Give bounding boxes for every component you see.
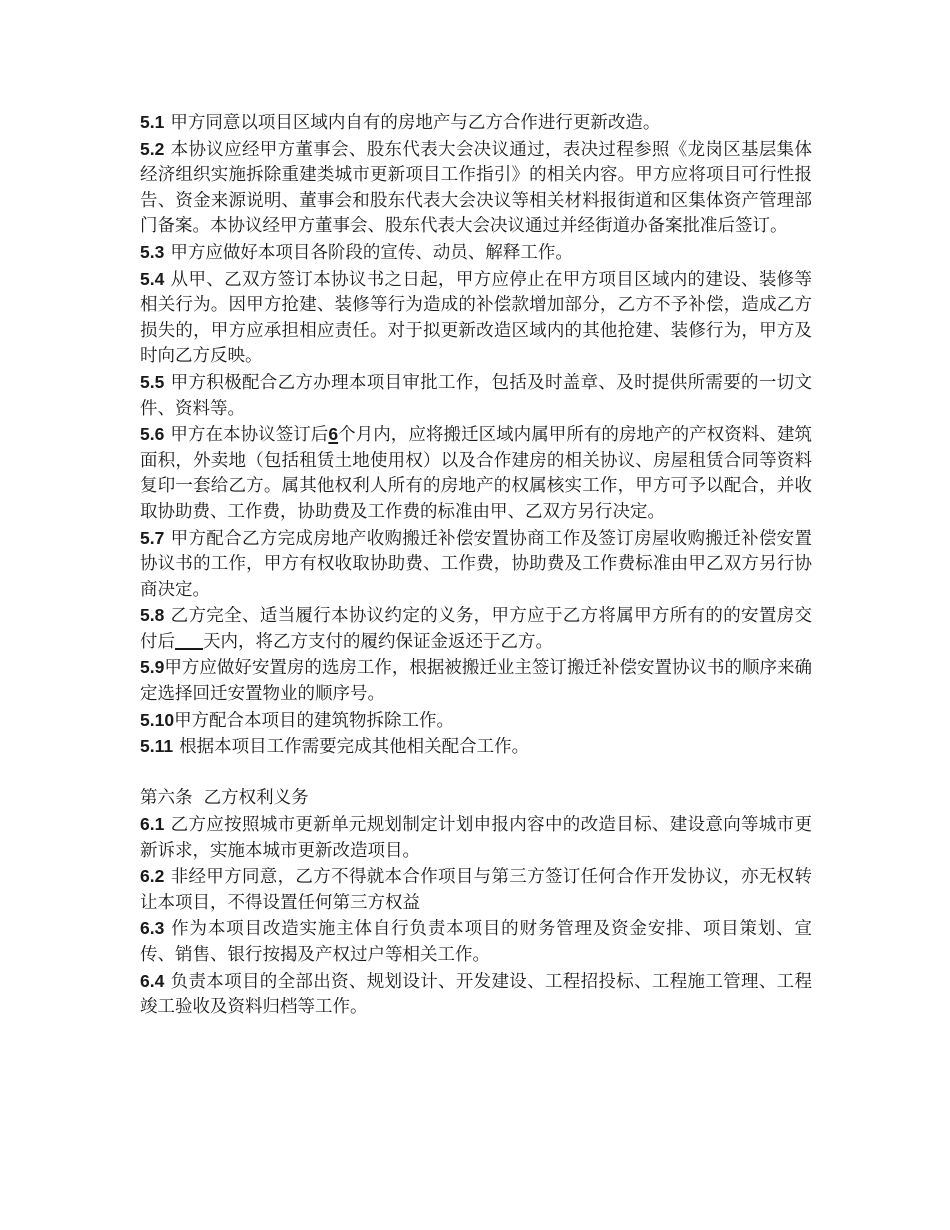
empty-blank-days	[175, 630, 203, 650]
clause-5-2	[140, 137, 812, 240]
clause-number: 5.6	[140, 424, 165, 445]
clause-number: 5.1	[140, 112, 165, 132]
clause-5-6	[140, 422, 812, 525]
clause-text: 本协议应经甲方董事会、股东代表大会决议通过，表决过程参照《龙岗区基层集体经济组织实施拆除重建类城市更新项目工作指引》的相关内容。甲方应将项目可行性报告、资金来源说明、董事会和股东代表大会决议等相关材料报街道和区集体资产管理部门备案。本协议经甲方董事会、股东代表大会决议通过并经街道办备案批准后签订。	[140, 139, 812, 237]
clause-number: 5.10	[140, 709, 175, 730]
clause-5-5	[140, 370, 812, 422]
clause-number: 5.9	[140, 657, 165, 678]
clause-text: 根据本项目工作需要完成其他相关配合工作。	[179, 737, 530, 758]
clause-text: 甲方配合本项目的建筑物拆除工作。	[174, 710, 455, 731]
clause-text: 负责本项目的全部出资、规划设计、开发建设、工程招投标、工程施工管理、工程竣工验收及资料归档等工作。	[140, 971, 812, 1018]
clause-text: 从甲、乙双方签订本协议书之日起，甲方应停止在甲方项目区域内的建设、装修等相关行为。因甲方抢建、装修等行为造成的补偿款增加部分，乙方不予补偿，造成乙方损失的，甲方应承担相应责任。对于拟更新改造区域内的其他抢建、装修行为，甲方及时向乙方反映。	[140, 269, 812, 367]
clause-text: 甲方配合乙方完成房地产收购搬迁补偿安置协商工作及签订房屋收购搬迁补偿安置协议书的工作，甲方有权收取协助费、工作费，协助费及工作费标准由甲乙双方另行协商决定。	[140, 528, 812, 600]
clause-5-7	[140, 526, 812, 604]
clause-6-4	[140, 969, 812, 1021]
clause-text: 甲方积极配合乙方办理本项目审批工作，包括及时盖章、及时提供所需要的一切文件、资料等。	[140, 372, 812, 419]
clause-text-before: 乙方完全、适当履行本协议约定的义务，甲方应于乙方将属甲方所有的的安置房交付后	[140, 606, 812, 652]
document-page	[140, 110, 812, 1021]
clause-6-3	[140, 916, 812, 968]
section-heading: 第六条 乙方权利义务	[140, 788, 309, 809]
clause-5-11	[140, 734, 812, 761]
clause-5-3	[140, 240, 812, 267]
clause-text-after: 个月内，应将搬迁区域内属甲所有的房地产的产权资料、建筑面积，外卖地（包括租赁土地使用权）以及合作建房的相关协议、房屋租赁合同等资料复印一套给乙方。属其他权利人所有的房地产的权属核实工作，甲方可予以配合，并收取协助费、工作费，协助费及工作费的标准由甲、乙双方另行决定。	[140, 425, 813, 522]
clause-text-after: 天内，将乙方支付的履约保证金返还于乙方。	[203, 631, 553, 652]
clause-number: 5.4	[140, 268, 165, 289]
clause-5-8	[140, 603, 812, 655]
clause-5-1	[140, 110, 812, 137]
clause-number: 5.8	[140, 605, 165, 626]
clause-number: 5.5	[140, 371, 165, 392]
clause-number: 6.2	[140, 866, 165, 887]
clause-text: 甲方应做好本项目各阶段的宣传、动员、解释工作。	[170, 242, 573, 263]
clause-text: 乙方应按照城市更新单元规划制定计划申报内容中的改造目标、建设意向等城市更新诉求，实施本城市更新改造项目。	[140, 815, 812, 861]
clause-number: 6.4	[140, 970, 165, 991]
clause-number: 6.1	[140, 814, 165, 835]
clause-number: 5.3	[140, 241, 165, 262]
clause-text: 甲方应做好安置房的选房工作，根据被搬迁业主签订搬迁补偿安置协议书的顺序来确定选择回迁安置物业的顺序号。	[140, 658, 812, 705]
clause-text: 甲方同意以项目区域内自有的房地产与乙方合作进行更新改造。	[170, 113, 661, 133]
clause-number: 5.7	[140, 527, 165, 548]
clause-6-2	[140, 864, 812, 916]
clause-number: 5.11	[140, 736, 174, 757]
clause-text-before: 甲方在本协议签订后	[170, 425, 329, 446]
filled-blank-months: 6	[328, 424, 339, 445]
clause-5-10	[140, 708, 812, 735]
clause-5-4	[140, 267, 812, 370]
clause-5-9	[140, 655, 812, 707]
clause-text: 作为本项目改造实施主体自行负责本项目的财务管理及资金安排、项目策划、宣传、销售、银行按揭及产权过户等相关工作。	[140, 919, 812, 965]
clause-number: 5.2	[140, 138, 165, 159]
section-spacer	[140, 761, 812, 787]
clause-text: 非经甲方同意，乙方不得就本合作项目与第三方签订任何合作开发协议，亦无权转让本项目，不得设置任何第三方权益	[140, 867, 812, 913]
clause-number: 6.3	[140, 918, 165, 939]
clause-6-1	[140, 812, 812, 864]
